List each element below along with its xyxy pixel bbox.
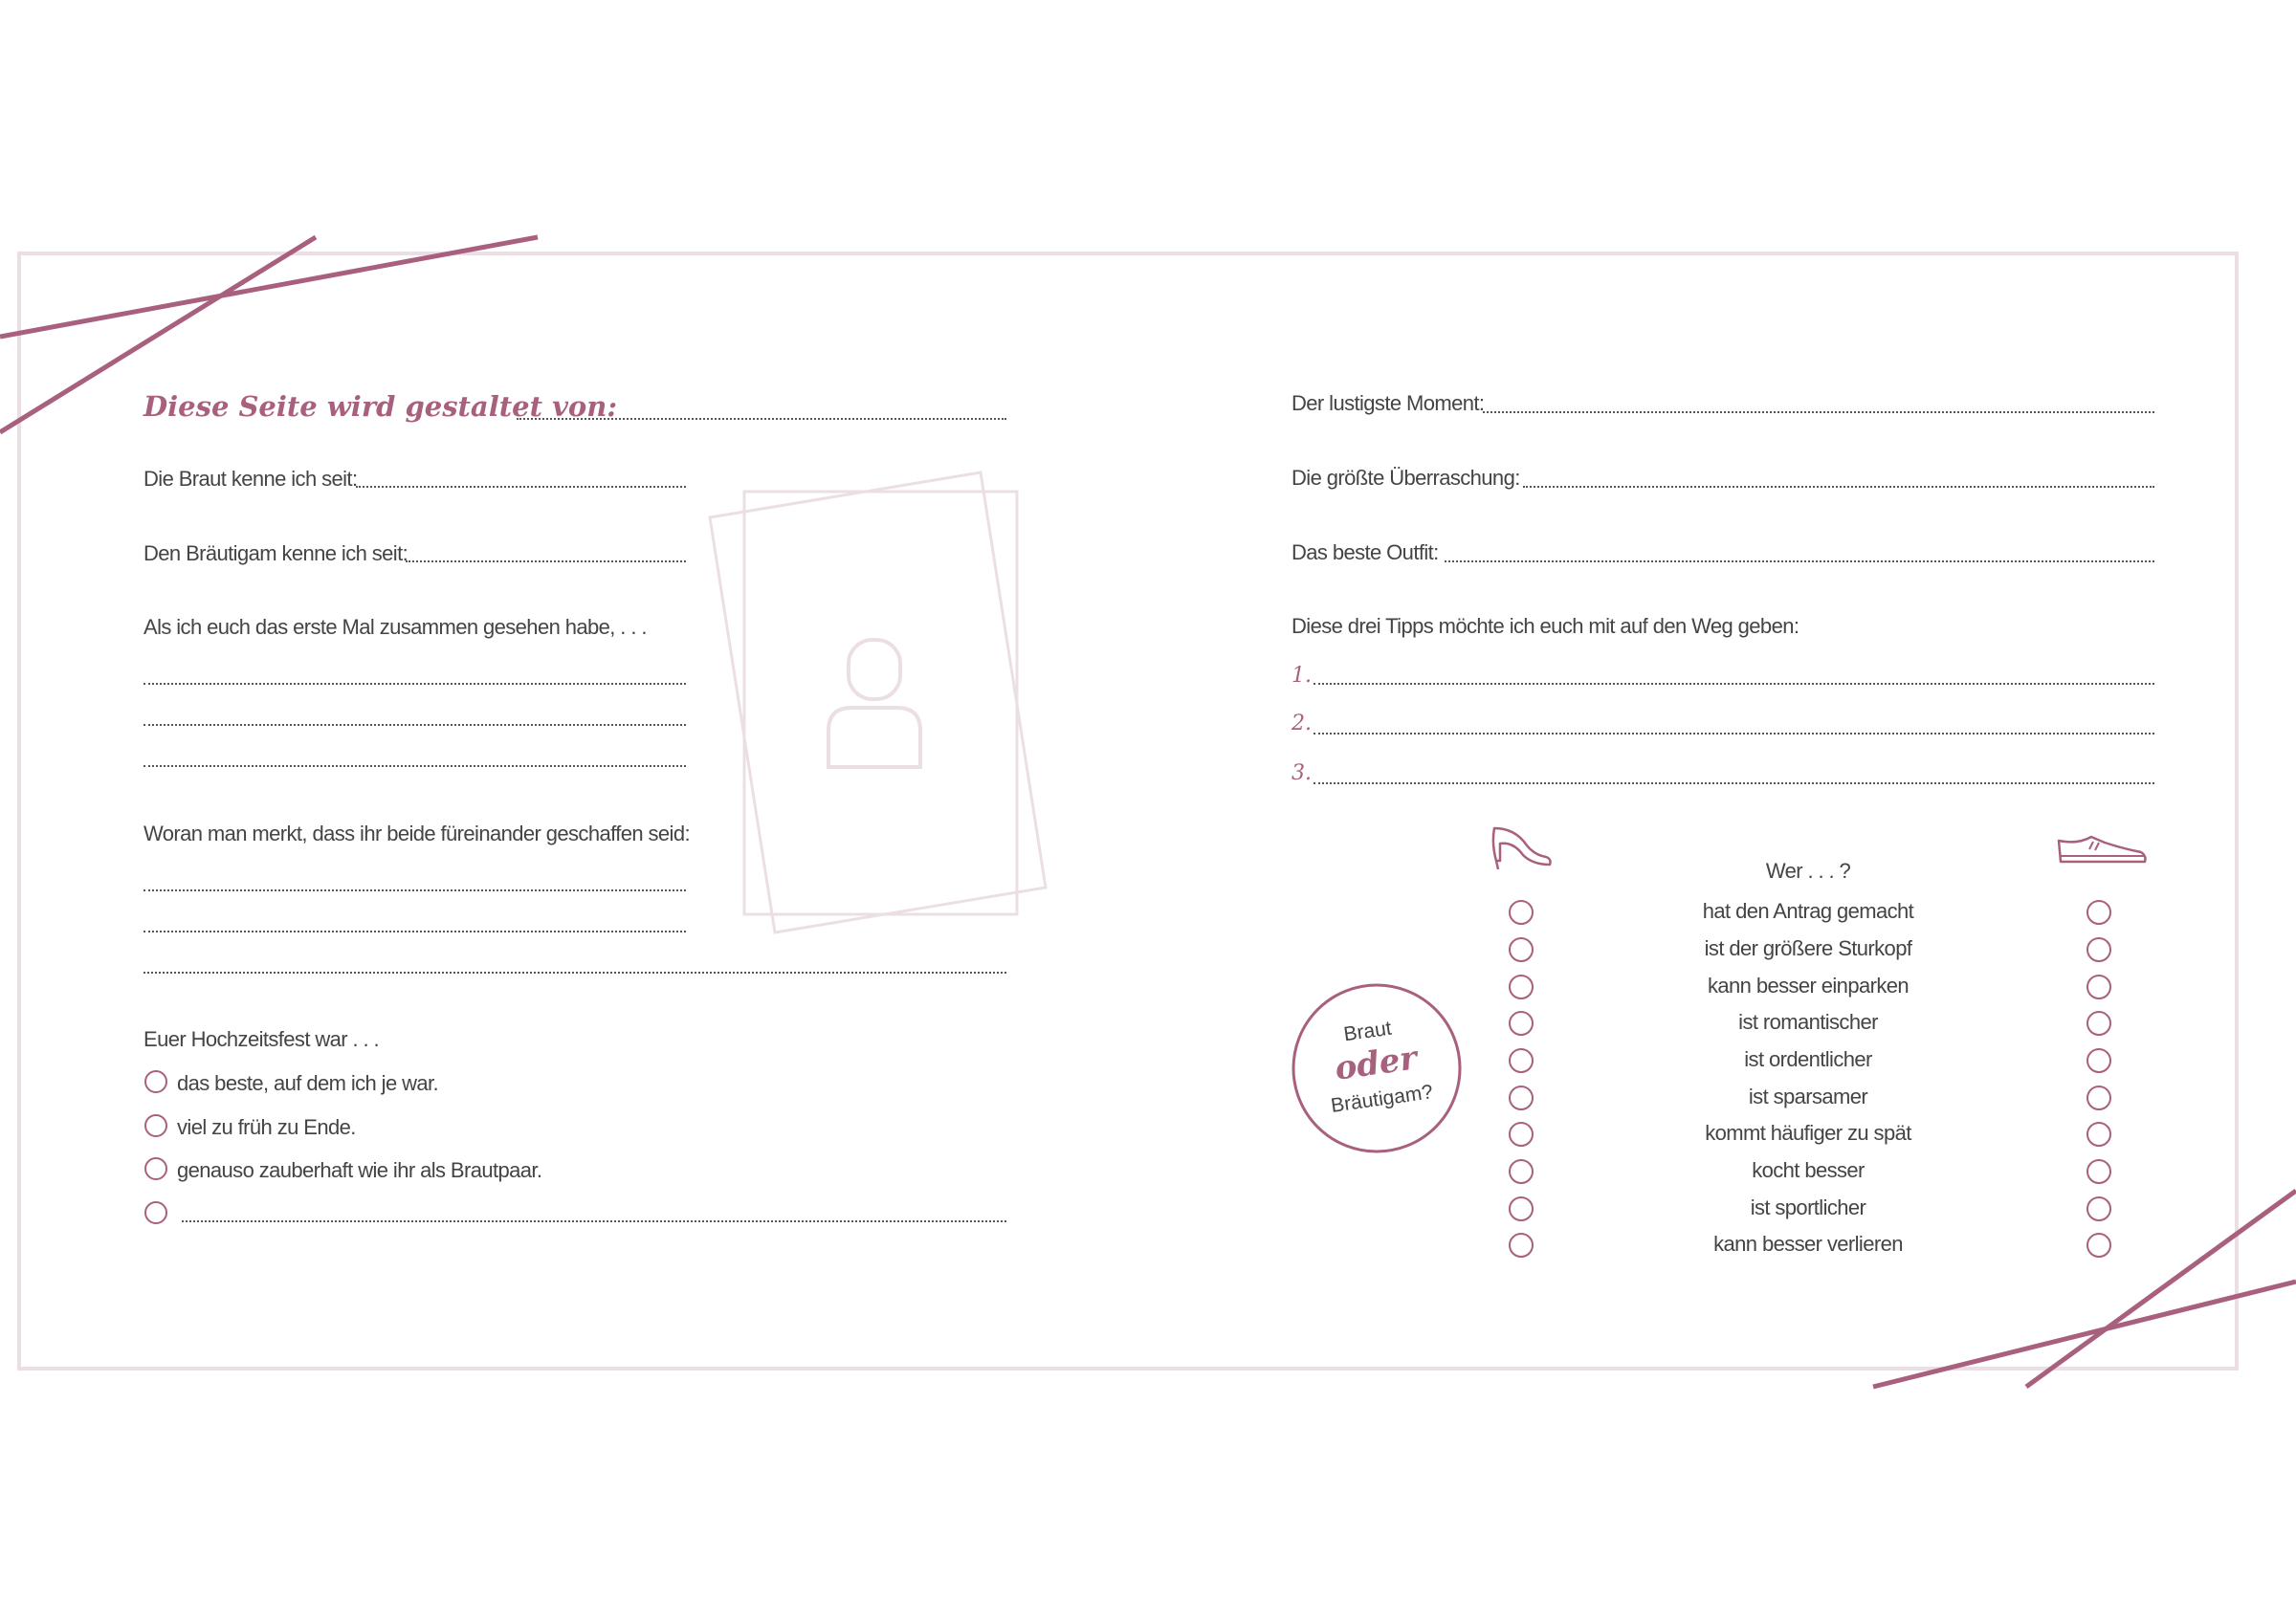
bride-radio-8[interactable] <box>1509 1159 1534 1184</box>
biggest-surprise-line[interactable] <box>1523 486 2154 488</box>
groom-radio-8[interactable] <box>2086 1159 2111 1184</box>
tip-line-3[interactable] <box>1314 782 2154 784</box>
made-for-each-other-label: Woran man merkt, dass ihr beide füreinander geschaffen seid: <box>144 822 690 845</box>
question-8: kocht besser <box>1752 1158 1865 1182</box>
high-heel-icon <box>1489 822 1556 872</box>
wedding-was-label: Euer Hochzeitsfest war . . . <box>144 1027 380 1051</box>
groom-radio-6[interactable] <box>2086 1086 2111 1110</box>
question-9: ist sportlicher <box>1750 1195 1866 1219</box>
funniest-moment-label: Der lustigste Moment: <box>1292 391 1485 415</box>
option-label-2: viel zu früh zu Ende. <box>177 1115 356 1139</box>
groom-radio-10[interactable] <box>2086 1233 2111 1258</box>
tip-number-2: 2. <box>1292 712 1312 735</box>
bride-radio-4[interactable] <box>1509 1011 1534 1036</box>
bride-radio-7[interactable] <box>1509 1122 1534 1147</box>
bride-known-label: Die Braut kenne ich seit: <box>144 467 358 491</box>
bride-radio-9[interactable] <box>1509 1196 1534 1221</box>
question-3: kann besser einparken <box>1708 974 1909 998</box>
question-7: kommt häufiger zu spät <box>1705 1121 1911 1145</box>
person-icon <box>821 635 936 769</box>
tip-number-3: 3. <box>1292 761 1312 785</box>
tip-line-2[interactable] <box>1314 733 2154 735</box>
best-outfit-line[interactable] <box>1445 560 2154 562</box>
option-label-3: genauso zauberhaft wie ihr als Brautpaar. <box>177 1158 542 1182</box>
first-seen-label: Als ich euch das erste Mal zusammen gesehen habe, . . . <box>144 615 647 639</box>
groom-radio-2[interactable] <box>2086 937 2111 962</box>
bride-radio-5[interactable] <box>1509 1048 1534 1073</box>
badge-middle: oder <box>1332 1039 1420 1088</box>
badge-bottom: Bräutigam? <box>1329 1081 1435 1117</box>
biggest-surprise-label: Die größte Überraschung: <box>1292 466 1520 490</box>
groom-known-label: Den Bräutigam kenne ich seit: <box>144 541 408 565</box>
question-4: ist romantischer <box>1738 1010 1878 1034</box>
groom-radio-7[interactable] <box>2086 1122 2111 1147</box>
best-outfit-label: Das beste Outfit: <box>1292 540 1439 564</box>
groom-radio-3[interactable] <box>2086 975 2111 999</box>
bride-radio-10[interactable] <box>1509 1233 1534 1258</box>
question-5: ist ordentlicher <box>1744 1047 1872 1071</box>
question-6: ist sparsamer <box>1748 1085 1868 1108</box>
funniest-moment-line[interactable] <box>1483 411 2154 413</box>
question-10: kann besser verlieren <box>1713 1232 1903 1256</box>
groom-radio-4[interactable] <box>2086 1011 2111 1036</box>
tips-intro-label: Diese drei Tipps möchte ich euch mit auf den Weg geben: <box>1292 614 1799 638</box>
bride-radio-1[interactable] <box>1509 900 1534 925</box>
bride-radio-6[interactable] <box>1509 1086 1534 1110</box>
groom-radio-5[interactable] <box>2086 1048 2111 1073</box>
badge-text-group <box>1279 971 1473 1165</box>
bride-radio-3[interactable] <box>1509 975 1534 999</box>
page-title: Diese Seite wird gestaltet von: <box>144 390 618 423</box>
groom-radio-1[interactable] <box>2086 900 2111 925</box>
badge-top: Braut <box>1342 1017 1393 1046</box>
question-2: ist der größere Sturkopf <box>1704 936 1912 960</box>
question-1: hat den Antrag gemacht <box>1702 899 1914 923</box>
tip-number-1: 1. <box>1292 664 1312 688</box>
bride-radio-2[interactable] <box>1509 937 1534 962</box>
quiz-header: Wer . . . ? <box>1765 859 1851 883</box>
option-label-1: das beste, auf dem ich je war. <box>177 1071 439 1095</box>
groom-radio-9[interactable] <box>2086 1196 2111 1221</box>
mens-shoe-icon <box>2055 833 2151 871</box>
tip-line-1[interactable] <box>1314 683 2154 685</box>
